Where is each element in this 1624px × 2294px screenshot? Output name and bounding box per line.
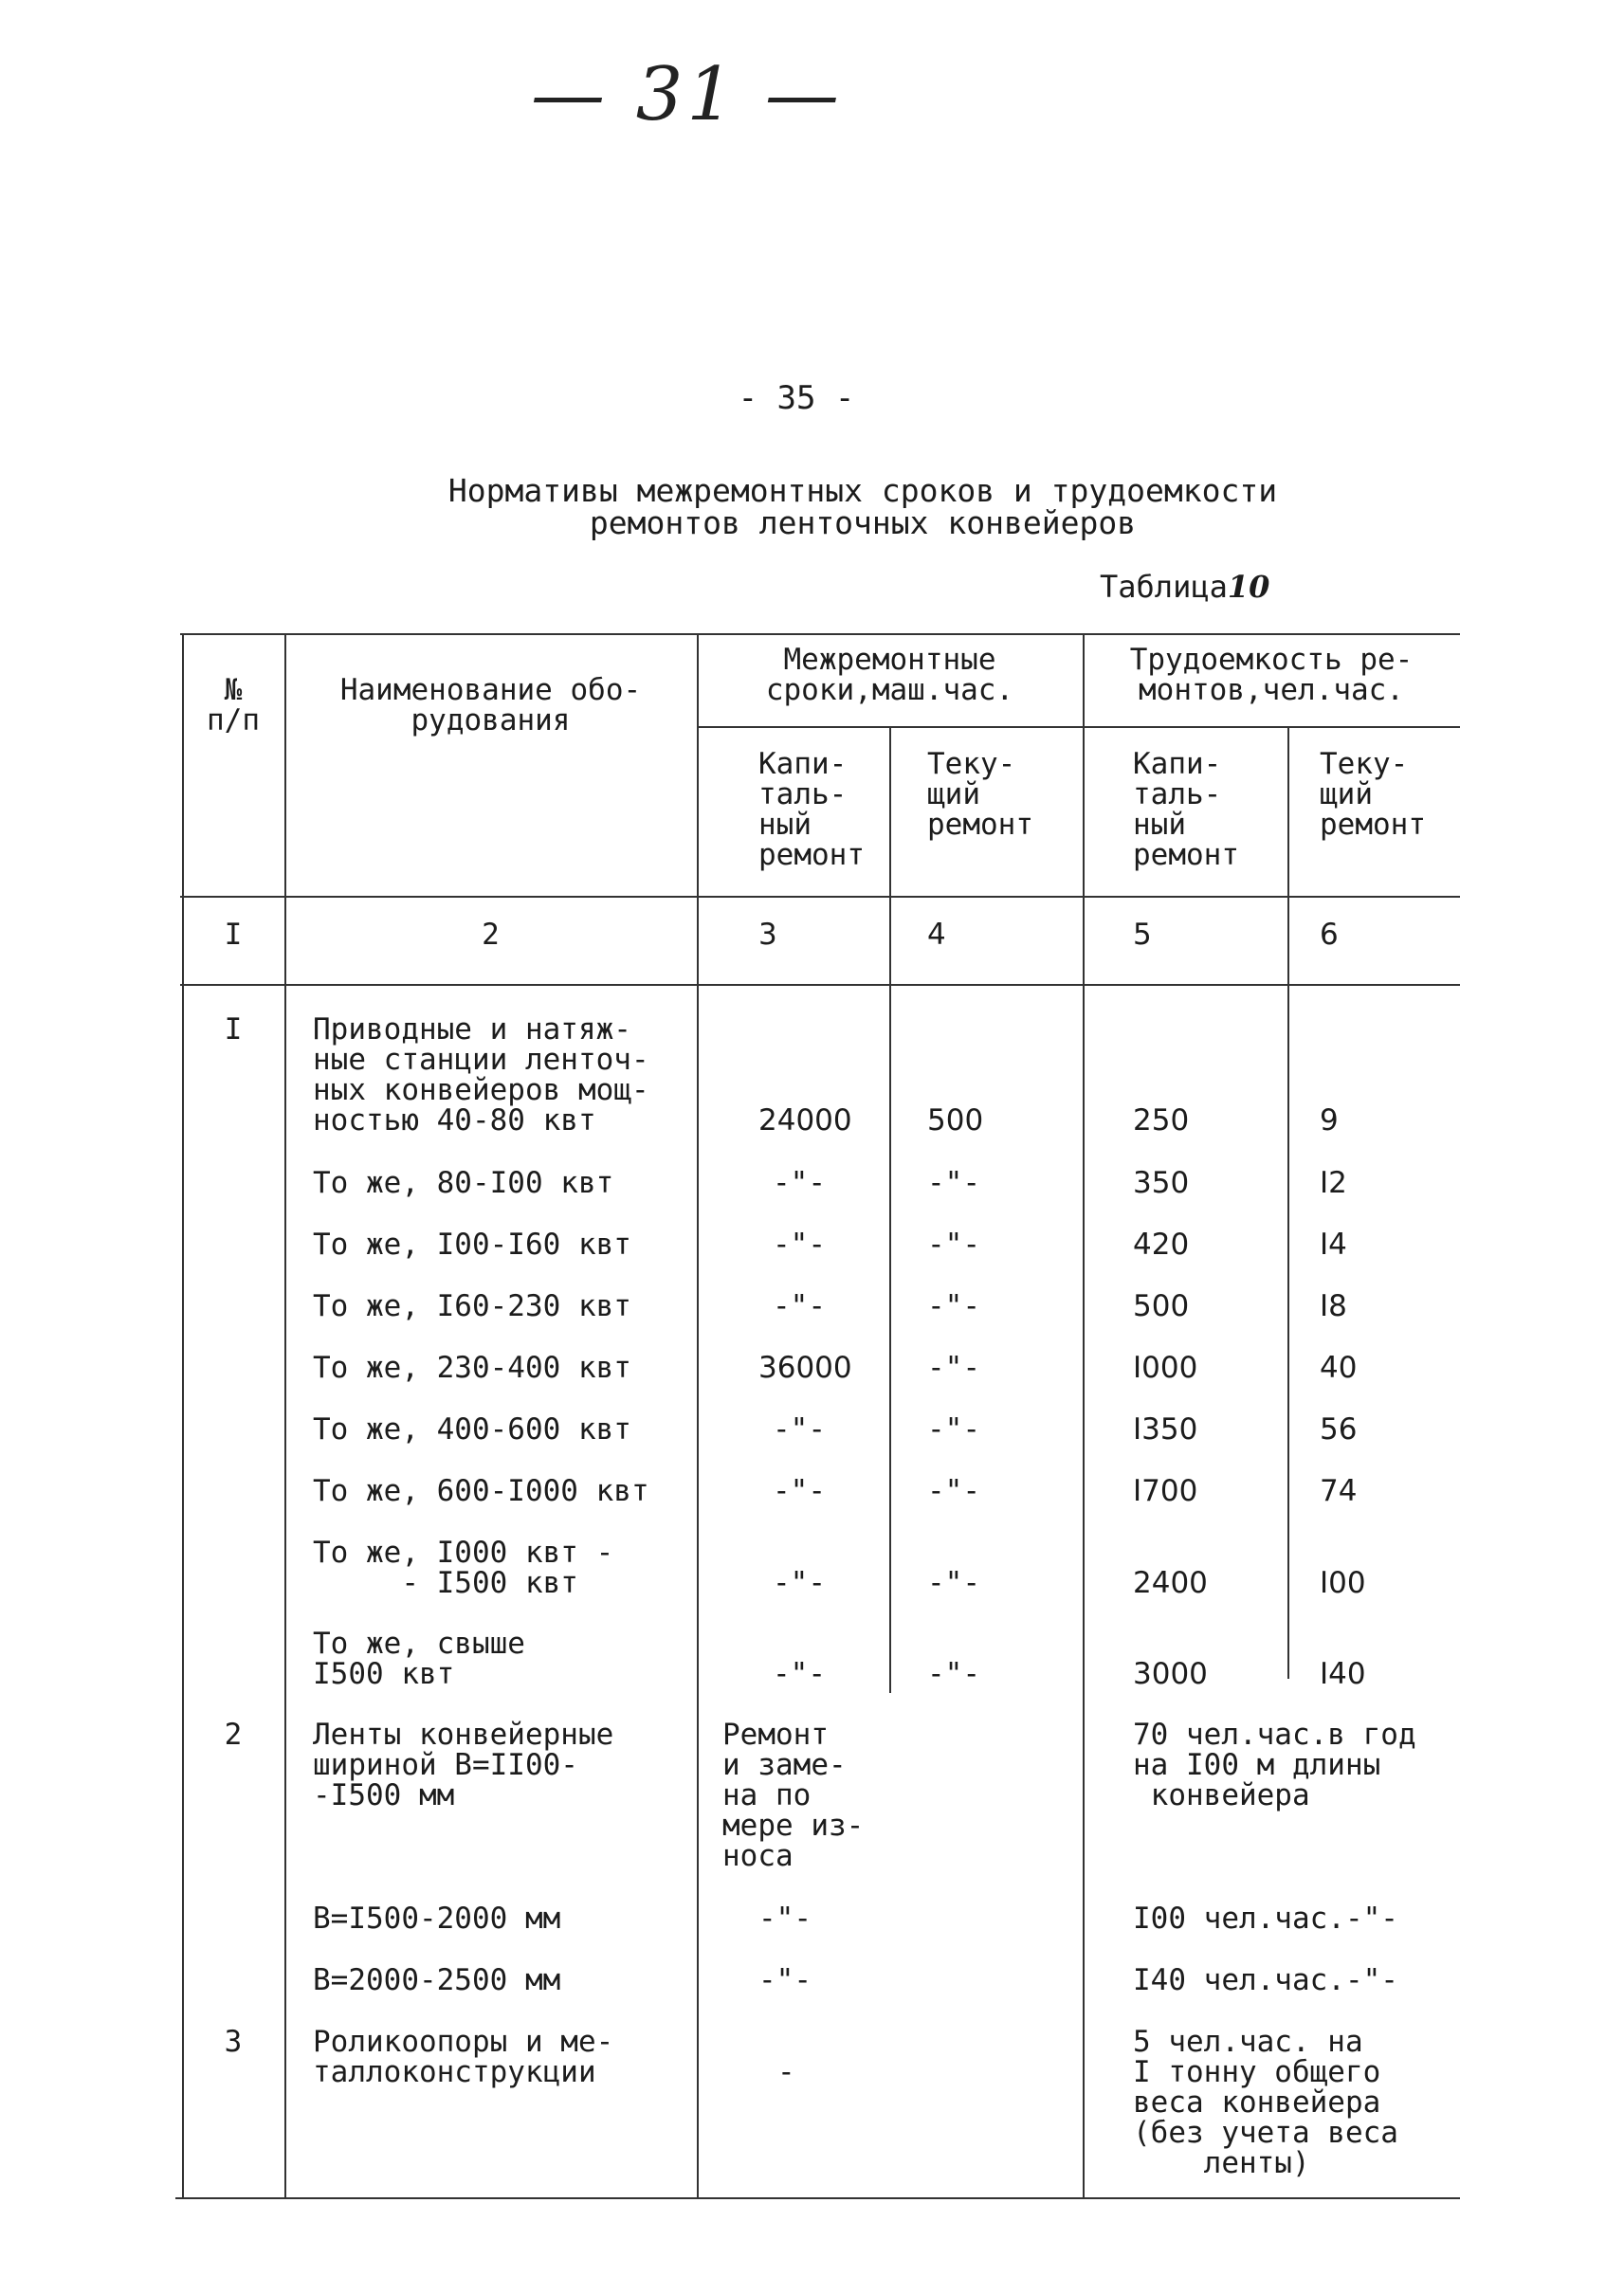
row-2-current-interval: -"- (927, 1166, 980, 1200)
table-top-border (180, 633, 1460, 635)
row-4-capital-interval: -"- (773, 1289, 826, 1323)
table-label-text: Таблица (1100, 569, 1228, 605)
table-title-line-1: Нормативы межремонтных сроков и трудоемкости (447, 472, 1278, 509)
row-3-capital-labor: 420 (1133, 1228, 1190, 1262)
row-1-name: Приводные и натяж- ные станции ленточ- ных конвейеров мощ- ностью 40-80 квт (313, 1012, 649, 1138)
page-number: - 35 - (738, 379, 855, 417)
row-4-capital-labor: 500 (1133, 1289, 1190, 1323)
row-10-name: Ленты конвейерные шириной В=II00- -I500 мм (313, 1718, 614, 1812)
row-3-current-labor: I4 (1320, 1228, 1347, 1262)
row-5-current-labor: 40 (1320, 1351, 1358, 1385)
table-left-border (182, 633, 184, 2197)
col-divider-3 (889, 726, 891, 1693)
row-5-name: То же, 230-400 квт (313, 1351, 631, 1385)
row-11-name: В=I500-2000 мм (313, 1902, 561, 1936)
header-group-divider (697, 726, 1460, 728)
row-11-labor: I00 чел.час.-"- (1133, 1902, 1398, 1936)
row-12-name: В=2000-2500 мм (313, 1963, 561, 1997)
table-bottom-border (175, 2197, 1460, 2199)
row-6-capital-interval: -"- (773, 1412, 826, 1447)
header-col-name: Наименование обо- рудования (339, 673, 642, 737)
row-10-labor: 70 чел.час.в год на I00 м длины конвейера (1133, 1718, 1416, 1812)
table-label (1100, 569, 1269, 605)
row-10-no: 2 (224, 1718, 243, 1752)
row-8-current-interval: -"- (927, 1566, 980, 1600)
row-9-capital-interval: -"- (773, 1657, 826, 1691)
row-5-capital-interval: 36000 (758, 1351, 852, 1385)
col-divider-2 (697, 633, 699, 2197)
row-5-capital-labor: I000 (1133, 1351, 1198, 1385)
row-1-capital-labor: 250 (1133, 1103, 1190, 1138)
row-2-current-labor: I2 (1320, 1166, 1347, 1200)
row-7-current-labor: 74 (1320, 1474, 1358, 1508)
row-11-capital-interval: -"- (758, 1902, 812, 1936)
header-current-repair-interval: Теку- щий ремонт (927, 747, 1033, 842)
row-6-name: То же, 400-600 квт (313, 1412, 631, 1447)
header-capital-repair-interval: Капи- таль- ный ремонт (758, 747, 865, 872)
row-8-capital-labor: 2400 (1133, 1566, 1208, 1600)
row-7-capital-interval: -"- (773, 1474, 826, 1508)
row-3-name: То же, I00-I60 квт (313, 1228, 631, 1262)
row-13-capital-interval: - (777, 2055, 795, 2089)
row-9-name: То же, свыше I500 квт (313, 1627, 525, 1691)
row-12-capital-interval: -"- (758, 1963, 812, 1997)
row-13-no: 3 (224, 2025, 243, 2059)
row-1-capital-interval: 24000 (758, 1103, 852, 1138)
col-divider-4 (1083, 633, 1085, 2197)
row-7-current-interval: -"- (927, 1474, 980, 1508)
row-4-current-interval: -"- (927, 1289, 980, 1323)
row-6-current-interval: -"- (927, 1412, 980, 1447)
row-4-name: То же, I60-230 квт (313, 1289, 631, 1323)
header-bottom-border (180, 896, 1460, 898)
row-13-labor: 5 чел.час. на I тонну общего веса конвейера (без учета веса ленты) (1133, 2025, 1398, 2180)
table-label-number: 10 (1227, 569, 1270, 605)
column-numbers-bottom-border (180, 984, 1460, 986)
col-number-2: 2 (482, 918, 500, 952)
row-2-name: То же, 80-I00 квт (313, 1166, 614, 1200)
col-number-1: I (224, 918, 243, 952)
col-divider-5 (1287, 726, 1289, 1679)
table-title-line-2: ремонтов ленточных конвейеров (589, 504, 1137, 541)
col-number-6: 6 (1320, 918, 1339, 952)
row-12-labor: I40 чел.час.-"- (1133, 1963, 1398, 1997)
row-6-current-labor: 56 (1320, 1412, 1358, 1447)
row-8-current-labor: I00 (1320, 1566, 1366, 1600)
row-5-current-interval: -"- (927, 1351, 980, 1385)
col-number-4: 4 (927, 918, 946, 952)
row-7-name: То же, 600-I000 квт (313, 1474, 649, 1508)
row-10-capital-interval: Ремонт и заме- на по мере из- носа (722, 1718, 865, 1873)
row-8-capital-interval: -"- (773, 1566, 826, 1600)
row-1-current-labor: 9 (1320, 1103, 1339, 1138)
header-group-labor: Трудоемкость ре- монтов,чел.час. (1129, 643, 1414, 707)
handwritten-page-number: — 31 — (531, 52, 843, 137)
row-13-name: Роликоопоры и ме- таллоконструкции (313, 2025, 614, 2089)
header-capital-repair-labor: Капи- таль- ный ремонт (1133, 747, 1239, 872)
header-group-intervals: Межремонтные сроки,маш.час. (765, 643, 1014, 707)
col-divider-1 (284, 633, 286, 2197)
col-number-3: 3 (758, 918, 777, 952)
row-1-current-interval: 500 (927, 1103, 984, 1138)
row-9-current-labor: I40 (1320, 1657, 1366, 1691)
row-2-capital-labor: 350 (1133, 1166, 1190, 1200)
header-col-no: № п/п (207, 673, 260, 737)
row-9-capital-labor: 3000 (1133, 1657, 1208, 1691)
row-3-capital-interval: -"- (773, 1228, 826, 1262)
row-4-current-labor: I8 (1320, 1289, 1347, 1323)
row-2-capital-interval: -"- (773, 1166, 826, 1200)
col-number-5: 5 (1133, 918, 1152, 952)
row-1-no: I (224, 1012, 243, 1047)
row-8-name: То же, I000 квт - - I500 квт (313, 1536, 614, 1600)
row-6-capital-labor: I350 (1133, 1412, 1198, 1447)
row-7-capital-labor: I700 (1133, 1474, 1198, 1508)
row-9-current-interval: -"- (927, 1657, 980, 1691)
header-current-repair-labor: Теку- щий ремонт (1320, 747, 1426, 842)
row-3-current-interval: -"- (927, 1228, 980, 1262)
